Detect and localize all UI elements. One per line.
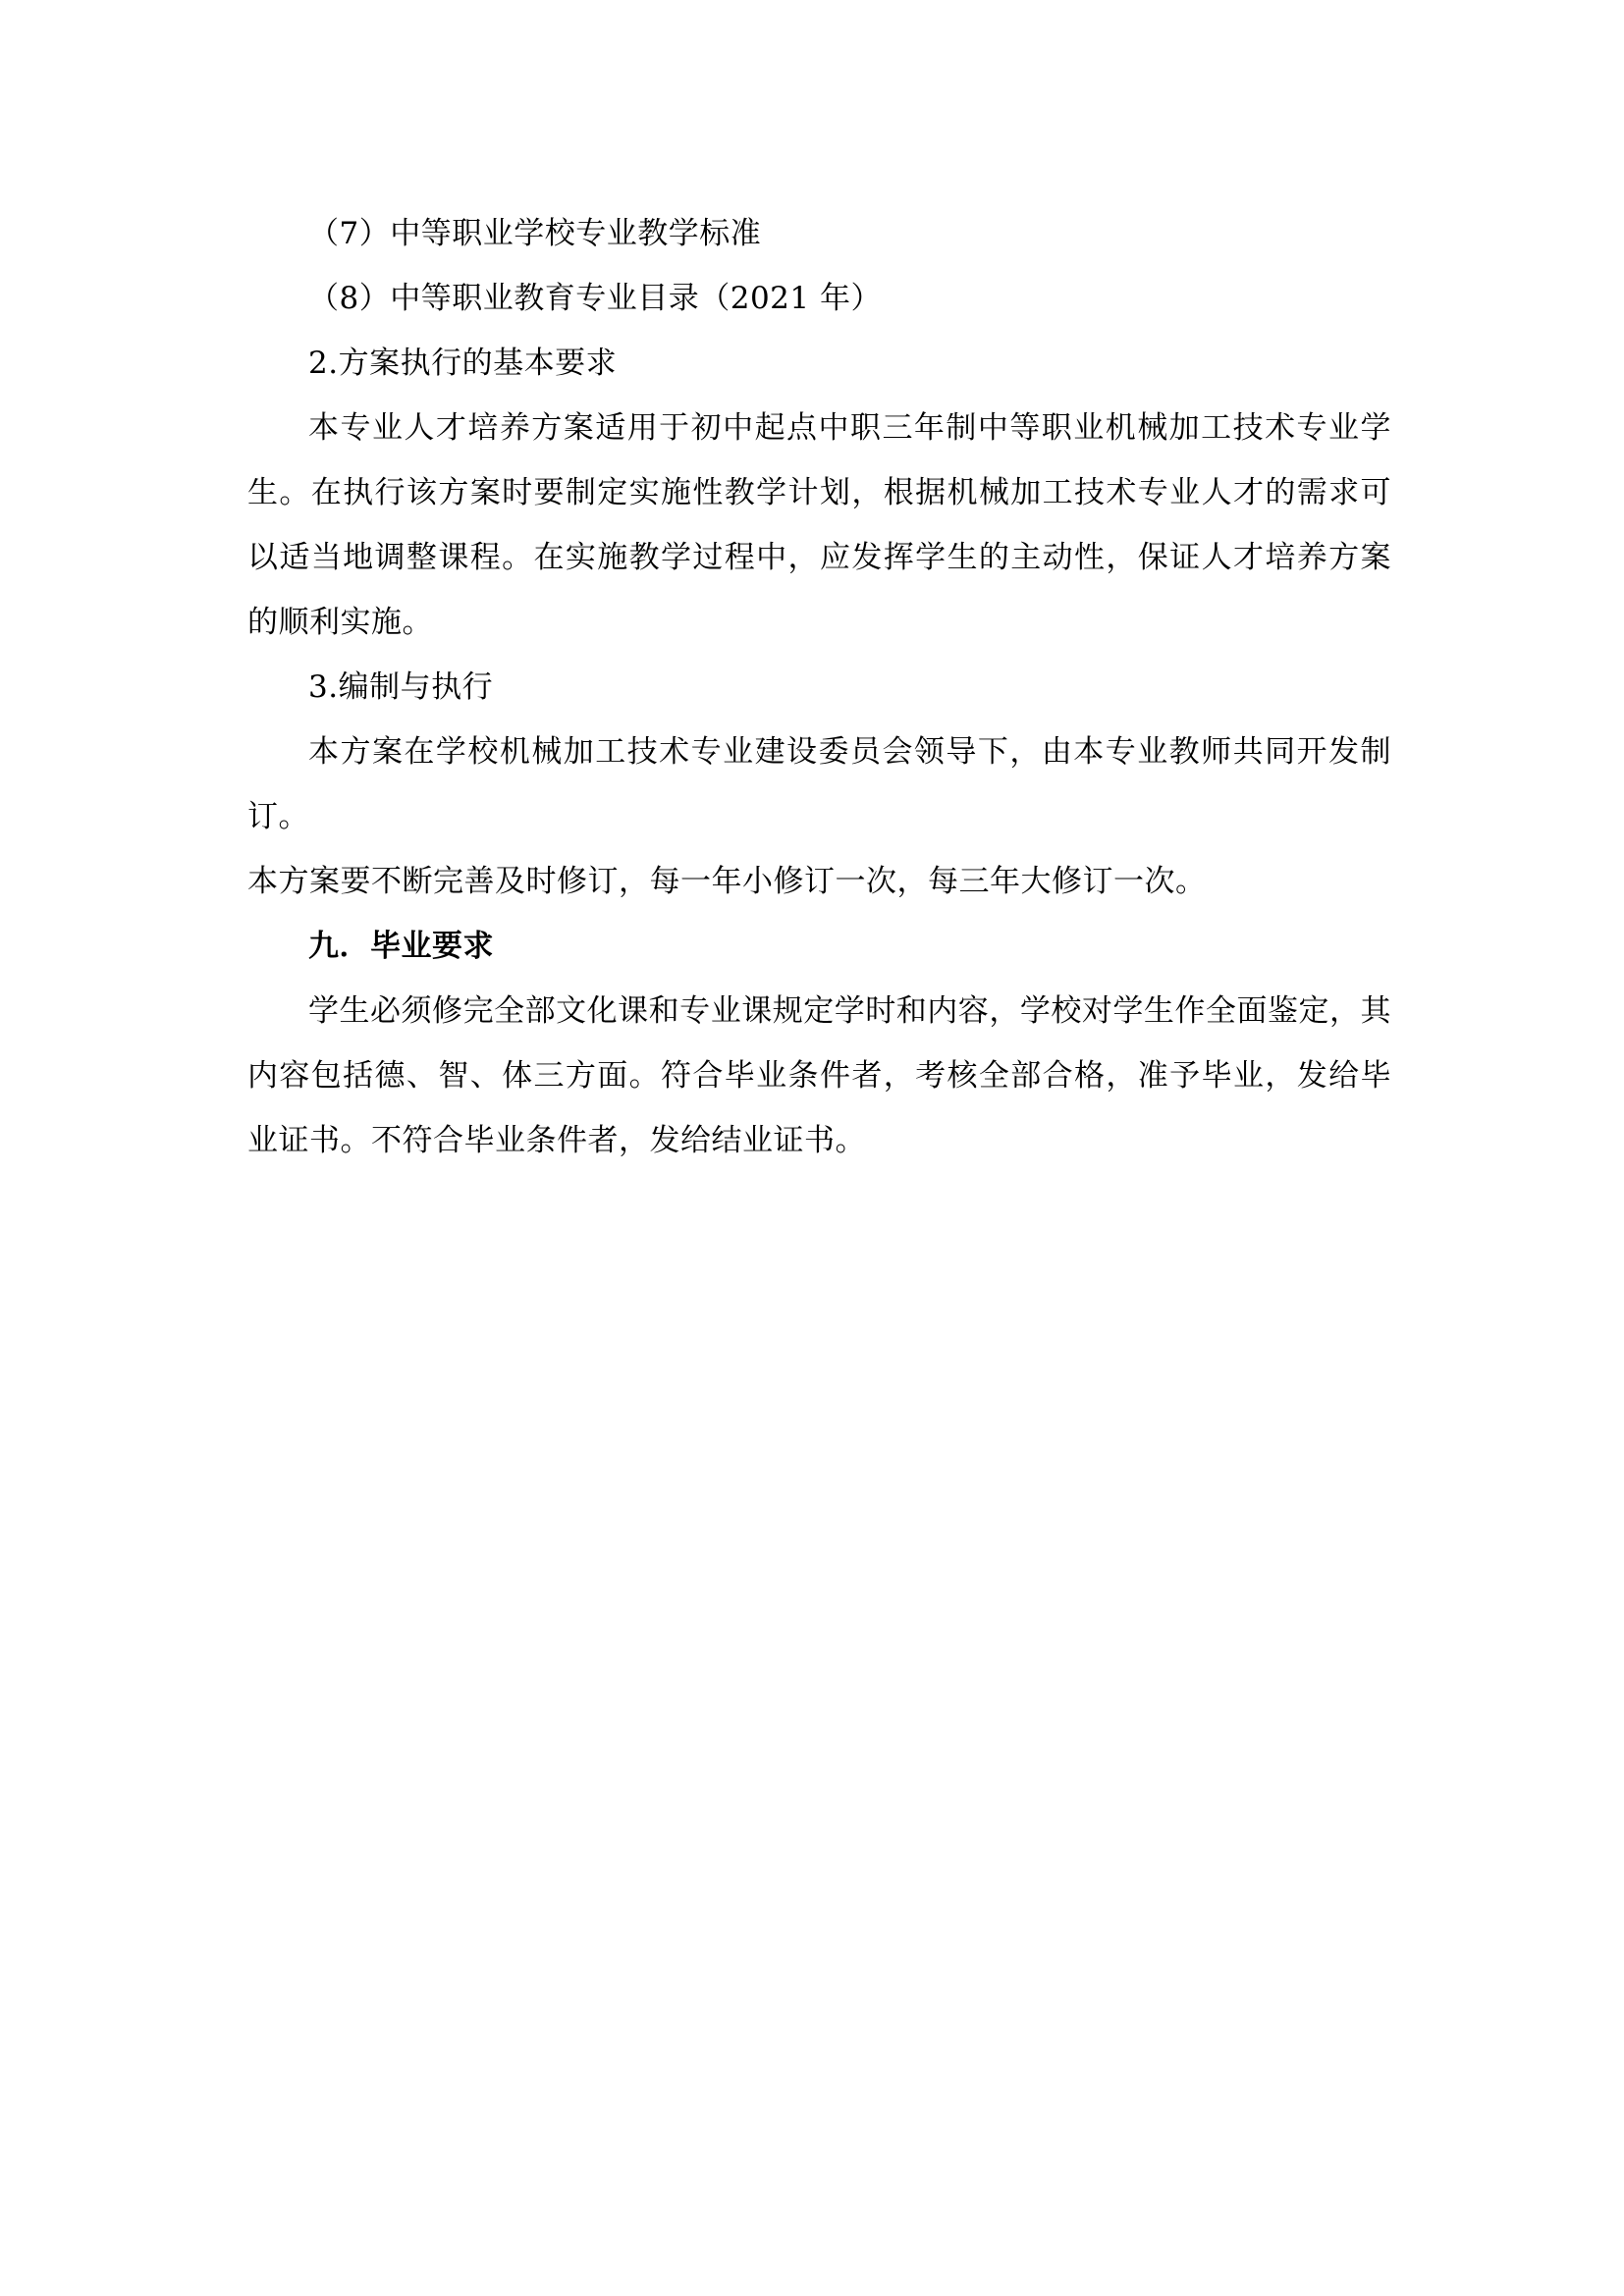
section-2-title: 2.方案执行的基本要求 <box>308 346 618 381</box>
chapter-9-title: 九．毕业要求 <box>308 929 494 964</box>
section-2-body: 本专业人才培养方案适用于初中起点中职三年制中等职业机械加工技术专业学生。在执行该方案时要制定实施性教学计划，根据机械加工技术专业人才的需求可以适当地调整课程。在实施教学过程中，应发挥学生的主动性，保证人才培养方案的顺利实施。 <box>247 410 1391 640</box>
chapter-9-body: 学生必须修完全部文化课和专业课规定学时和内容，学校对学生作全面鉴定，其内容包括德、智、体三方面。符合毕业条件者，考核全部合格，准予毕业，发给毕业证书。不符合毕业条件者，发给结业证书。 <box>247 993 1391 1158</box>
reference-item-7: （7）中等职业学校专业教学标准 <box>308 216 762 251</box>
section-3-body: 本方案在学校机械加工技术专业建设委员会领导下，由本专业教师共同开发制订。 <box>247 734 1391 834</box>
section-3-note: 本方案要不断完善及时修订，每一年小修订一次，每三年大修订一次。 <box>247 864 1207 899</box>
reference-item-8: （8）中等职业教育专业目录（2021 年） <box>308 281 882 316</box>
document-content <box>247 201 1391 1173</box>
section-3-title: 3.编制与执行 <box>308 669 494 705</box>
